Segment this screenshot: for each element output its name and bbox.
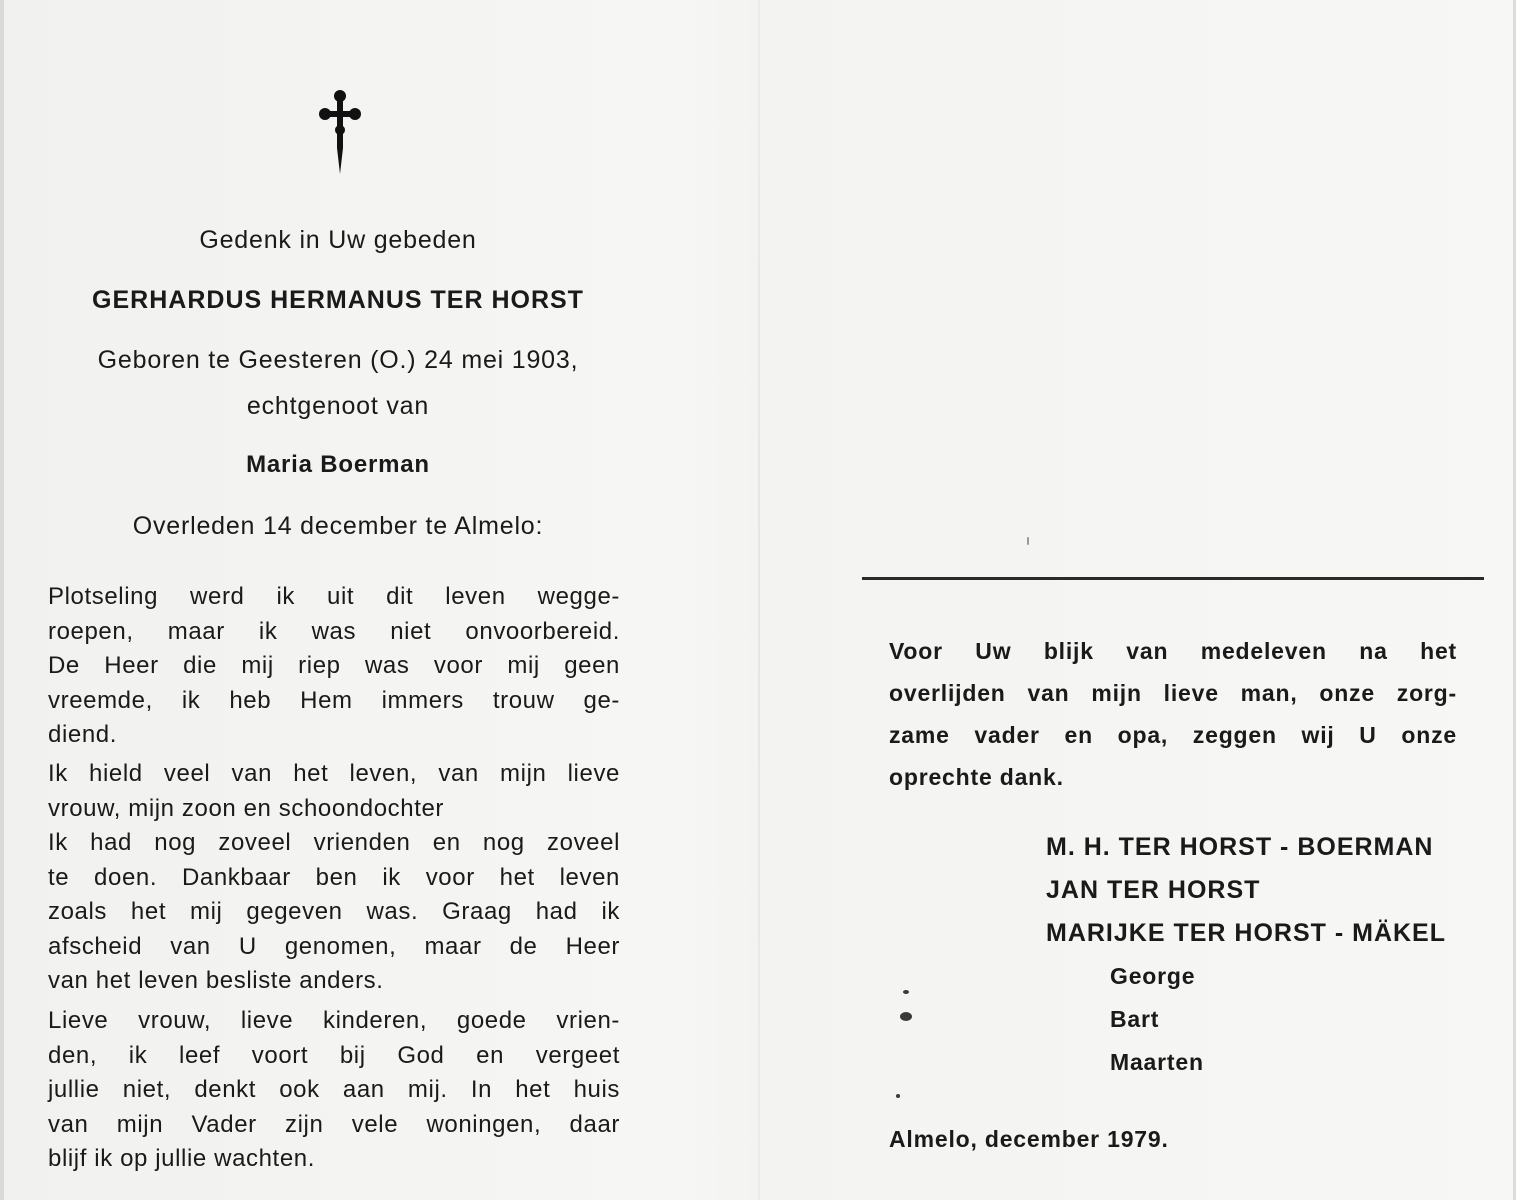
birth-line: Geboren te Geesteren (O.) 24 mei 1903, bbox=[97, 346, 579, 374]
poem-line: diend. bbox=[48, 721, 117, 748]
poem-line: vreemde, ik heb Hem immers trouw ge- bbox=[48, 686, 620, 714]
poem-line: den, ik leef voort bij God en vergeet bbox=[48, 1041, 620, 1069]
poem-line: jullie niet, denkt ook aan mij. In het huis bbox=[48, 1076, 620, 1103]
thanks-line: oprechte dank. bbox=[889, 764, 1064, 790]
poem-line: De Heer die mij riep was voor mij geen bbox=[48, 652, 620, 679]
card-fold bbox=[758, 0, 760, 1200]
poem-paragraph-3 bbox=[48, 1004, 620, 1177]
print-speck bbox=[900, 1012, 912, 1021]
poem-line: te doen. Dankbaar ben ik voor het leven bbox=[48, 863, 620, 891]
poem-line: Plotseling werd ik uit dit leven wegge- bbox=[48, 583, 620, 610]
thanks-paragraph bbox=[889, 630, 1457, 798]
spouse-of-line: echtgenoot van bbox=[246, 392, 430, 420]
print-speck bbox=[896, 1094, 900, 1098]
signatory-daughter-in-law: MARIJKE TER HORST - MÄKEL bbox=[1046, 919, 1446, 947]
poem-paragraph-1 bbox=[48, 580, 620, 753]
thanks-line: Voor Uw blijk van medeleven na het bbox=[889, 638, 1457, 664]
print-speck bbox=[1027, 537, 1029, 545]
grandchild-name: Bart bbox=[1110, 1006, 1160, 1032]
poem-line: roepen, maar ik was niet onvoorbereid. bbox=[48, 617, 620, 645]
place-date: Almelo, december 1979. bbox=[889, 1126, 1169, 1152]
deceased-name: GERHARDUS HERMANUS TER HORST bbox=[92, 286, 584, 314]
poem-line: Lieve vrouw, lieve kinderen, goede vrien- bbox=[48, 1007, 620, 1034]
remembrance-line: Gedenk in Uw gebeden bbox=[199, 226, 477, 254]
card-left-edge bbox=[0, 0, 4, 1200]
divider-rule bbox=[862, 577, 1484, 580]
death-line: Overleden 14 december te Almelo: bbox=[132, 512, 544, 540]
poem-line: afscheid van U genomen, maar de Heer bbox=[48, 932, 620, 960]
poem-paragraph-2 bbox=[48, 757, 620, 999]
fleury-cross-icon bbox=[318, 88, 362, 178]
poem-line: van het leven besliste anders. bbox=[48, 967, 384, 994]
poem-line: Ik hield veel van het leven, van mijn lieve bbox=[48, 760, 620, 787]
signatory-son: JAN TER HORST bbox=[1046, 876, 1261, 904]
grandchild-name: Maarten bbox=[1110, 1049, 1204, 1075]
spouse-name: Maria Boerman bbox=[246, 451, 430, 478]
thanks-line: overlijden van mijn lieve man, onze zorg- bbox=[889, 680, 1457, 706]
poem-line: zoals het mij gegeven was. Graag had ik bbox=[48, 898, 620, 925]
poem-line: vrouw, mijn zoon en schoondochter bbox=[48, 794, 445, 822]
poem-line: blijf ik op jullie wachten. bbox=[48, 1145, 315, 1172]
thanks-line: zame vader en opa, zeggen wij U onze bbox=[889, 722, 1457, 748]
poem-line: van mijn Vader zijn vele woningen, daar bbox=[48, 1110, 620, 1138]
print-speck bbox=[903, 990, 909, 994]
signatory-widow: M. H. TER HORST - BOERMAN bbox=[1046, 833, 1434, 861]
poem-line: Ik had nog zoveel vrienden en nog zoveel bbox=[48, 829, 620, 856]
grandchild-name: George bbox=[1110, 963, 1196, 989]
